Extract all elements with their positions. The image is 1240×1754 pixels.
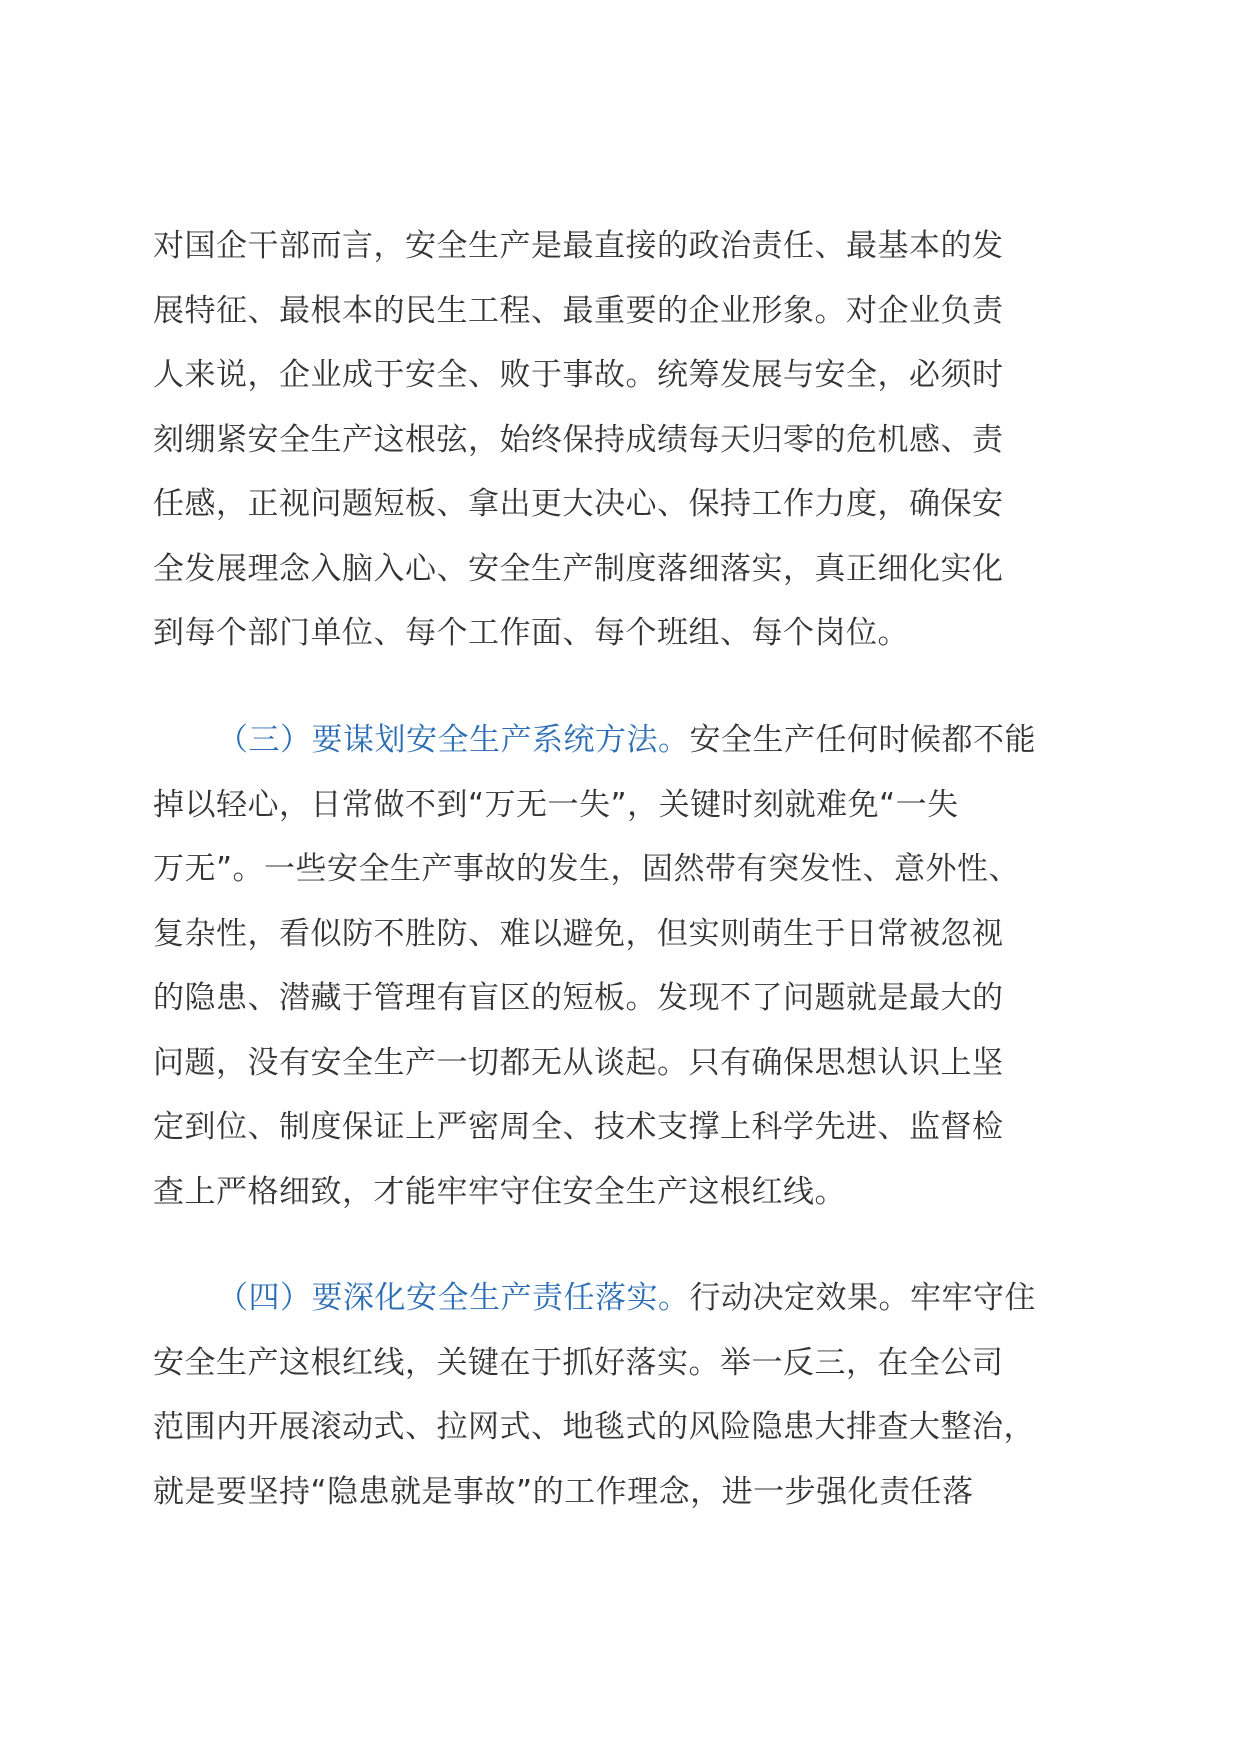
text-line: 到每个部门单位、每个工作面、每个班组、每个岗位。 (153, 615, 909, 651)
paragraph-safety-responsibility (153, 214, 1083, 666)
first-line (153, 708, 1083, 773)
paragraph-section-four (153, 1266, 1083, 1524)
first-line-text: 行动决定效果。牢牢守住 (689, 1280, 1036, 1316)
section-heading-four: （四）要深化安全生产责任落实。 (217, 1280, 690, 1316)
section-heading-three: （三）要谋划安全生产系统方法。 (217, 722, 690, 758)
text-line: 对国企干部而言，安全生产是最直接的政治责任、最基本的发 (153, 228, 1004, 264)
text-line: 任感，正视问题短板、拿出更大决心、保持工作力度，确保安 (153, 486, 1004, 522)
text-line: 的隐患、潜藏于管理有盲区的短板。发现不了问题就是最大的 (153, 980, 1004, 1016)
text-line: 掉以轻心，日常做不到“万无一失”，关键时刻就难免“一失 (153, 786, 959, 823)
text-line: 安全生产这根红线，关键在于抓好落实。举一反三，在全公司 (153, 1344, 1004, 1381)
text-line: 万无”。一些安全生产事故的发生，固然带有突发性、意外性、 (153, 851, 1021, 887)
text-line: 全发展理念入脑入心、安全生产制度落细落实，真正细化实化 (153, 550, 1004, 587)
text-line: 展特征、最根本的民生工程、最重要的企业形象。对企业负责 (153, 292, 1004, 329)
text-line: 人来说，企业成于安全、败于事故。统筹发展与安全，必须时 (153, 357, 1004, 393)
paragraph-section-three (153, 708, 1083, 1224)
text-line: 问题，没有安全生产一切都无从谈起。只有确保思想认识上坚 (153, 1044, 1004, 1081)
text-line: 范围内开展滚动式、拉网式、地毯式的风险隐患大排查大整治， (153, 1409, 1035, 1445)
text-line: 查上严格细致，才能牢牢守住安全生产这根红线。 (153, 1173, 846, 1210)
text-line: 复杂性，看似防不胜防、难以避免，但实则萌生于日常被忽视 (153, 915, 1004, 952)
text-line: 刻绷紧安全生产这根弦，始终保持成绩每天归零的危机感、责 (153, 421, 1004, 458)
text-line: 定到位、制度保证上严密周全、技术支撑上科学先进、监督检 (153, 1109, 1004, 1145)
first-line (153, 1266, 1083, 1331)
text-line: 就是要坚持“隐患就是事故”的工作理念，进一步强化责任落 (153, 1473, 974, 1510)
first-line-text: 安全生产任何时候都不能 (689, 722, 1036, 758)
